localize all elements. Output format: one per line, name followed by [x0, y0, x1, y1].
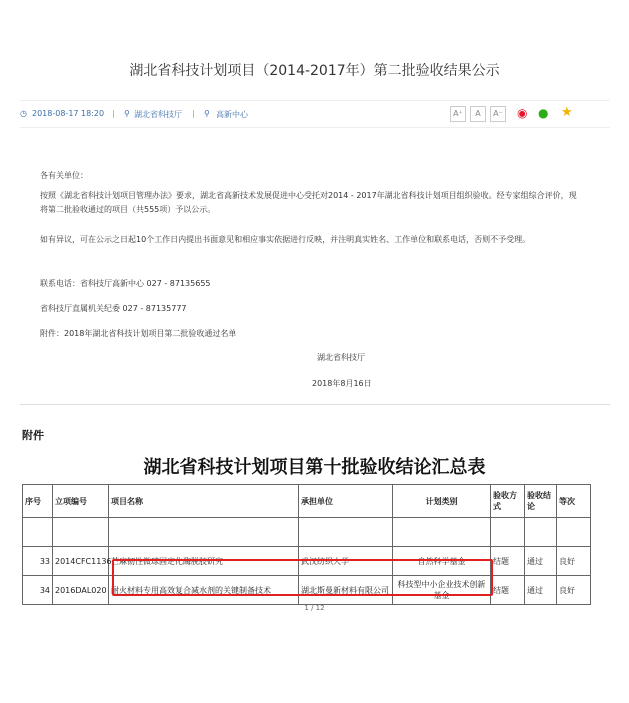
weibo-icon[interactable]: ◉ [517, 106, 528, 120]
clock-icon: ◷ [20, 109, 27, 118]
cell-unit: 湖北斯曼新材料有限公司 [299, 576, 393, 605]
divider: | [112, 109, 115, 118]
wechat-icon[interactable]: ● [538, 106, 549, 120]
font-increase-button[interactable]: A⁺ [450, 106, 466, 122]
table-gap-row [23, 518, 591, 547]
signature: 湖北省科技厅 [317, 353, 365, 362]
contact-line-1: 联系电话：省科技厅高新中心 027 - 87135655 [40, 279, 211, 288]
greeting: 各有关单位： [40, 171, 88, 180]
paragraph-2: 如有异议，可在公示之日起10个工作日内提出书面意见和相应事实依据进行反映，并注明真实姓名、工作单位和联系电话，否则不予受理。 [40, 235, 531, 244]
cell-category: 科技型中小企业技术创新基金 [393, 576, 491, 605]
cell-grade: 良好 [557, 547, 591, 576]
page-indicator: 1 / 12 [304, 604, 325, 612]
document-title: 湖北省科技计划项目第十批验收结论汇总表 [143, 457, 486, 478]
paragraph-1: 按照《湖北省科技计划项目管理办法》要求，湖北省高新技术发展促进中心受托对2014 - 2017年湖北省科技计划项目组织验收。经专家组综合评价，现将第二批验收通过的项目（共555项）予以公示。 [40, 191, 577, 214]
cell-seq: 34 [23, 576, 53, 605]
header-cell: 立项编号 [53, 485, 109, 518]
highlight-box [112, 559, 493, 596]
meta-bar [20, 100, 610, 128]
article-title: 湖北省科技计划项目（2014-2017年）第二批验收结果公示 [129, 63, 500, 79]
cell-unit: 武汉纺织大学 [299, 547, 393, 576]
cell-code: 2014CFC1136 [53, 547, 109, 576]
cell-project: 耐火材料专用高效复合减水剂的关键制备技术 [109, 576, 299, 605]
header-cell: 承担单位 [299, 485, 393, 518]
divider: | [192, 109, 195, 118]
font-decrease-button[interactable]: A⁻ [490, 106, 506, 122]
header-cell: 序号 [23, 485, 53, 518]
sign-date: 2018年8月16日 [312, 379, 372, 388]
cell-grade: 良好 [557, 576, 591, 605]
cell-project: 苎麻韧性微球固定化酶脱胶研究 [109, 547, 299, 576]
attachment-heading: 附件 [22, 429, 44, 442]
table-header-row [23, 485, 591, 518]
contact-line-2: 省科技厅直属机关纪委 027 - 87135777 [40, 304, 187, 313]
cell-seq: 33 [23, 547, 53, 576]
header-cell: 等次 [557, 485, 591, 518]
header-cell: 计划类别 [393, 485, 491, 518]
cell-result: 通过 [525, 547, 557, 576]
divider-line [20, 404, 610, 405]
user-icon: ⚲ [204, 109, 210, 118]
dept-link[interactable]: 高新中心 [216, 110, 248, 119]
header-cell: 验收方式 [491, 485, 525, 518]
publish-datetime: 2018-08-17 18:20 [32, 109, 105, 118]
user-icon: ⚲ [124, 109, 130, 118]
cell-result: 通过 [525, 576, 557, 605]
source-link[interactable]: 湖北省科技厅 [134, 110, 182, 119]
font-reset-button[interactable]: A [470, 106, 486, 122]
header-cell: 项目名称 [109, 485, 299, 518]
attachment-line[interactable]: 附件：2018年湖北省科技计划项目第二批验收通过名单 [40, 329, 237, 338]
star-icon[interactable]: ★ [561, 105, 573, 120]
cell-category: 自然科学基金 [393, 547, 491, 576]
cell-code: 2016DAL020 [53, 576, 109, 605]
cell-method: 结题 [491, 547, 525, 576]
header-cell: 验收结论 [525, 485, 557, 518]
cell-method: 结题 [491, 576, 525, 605]
